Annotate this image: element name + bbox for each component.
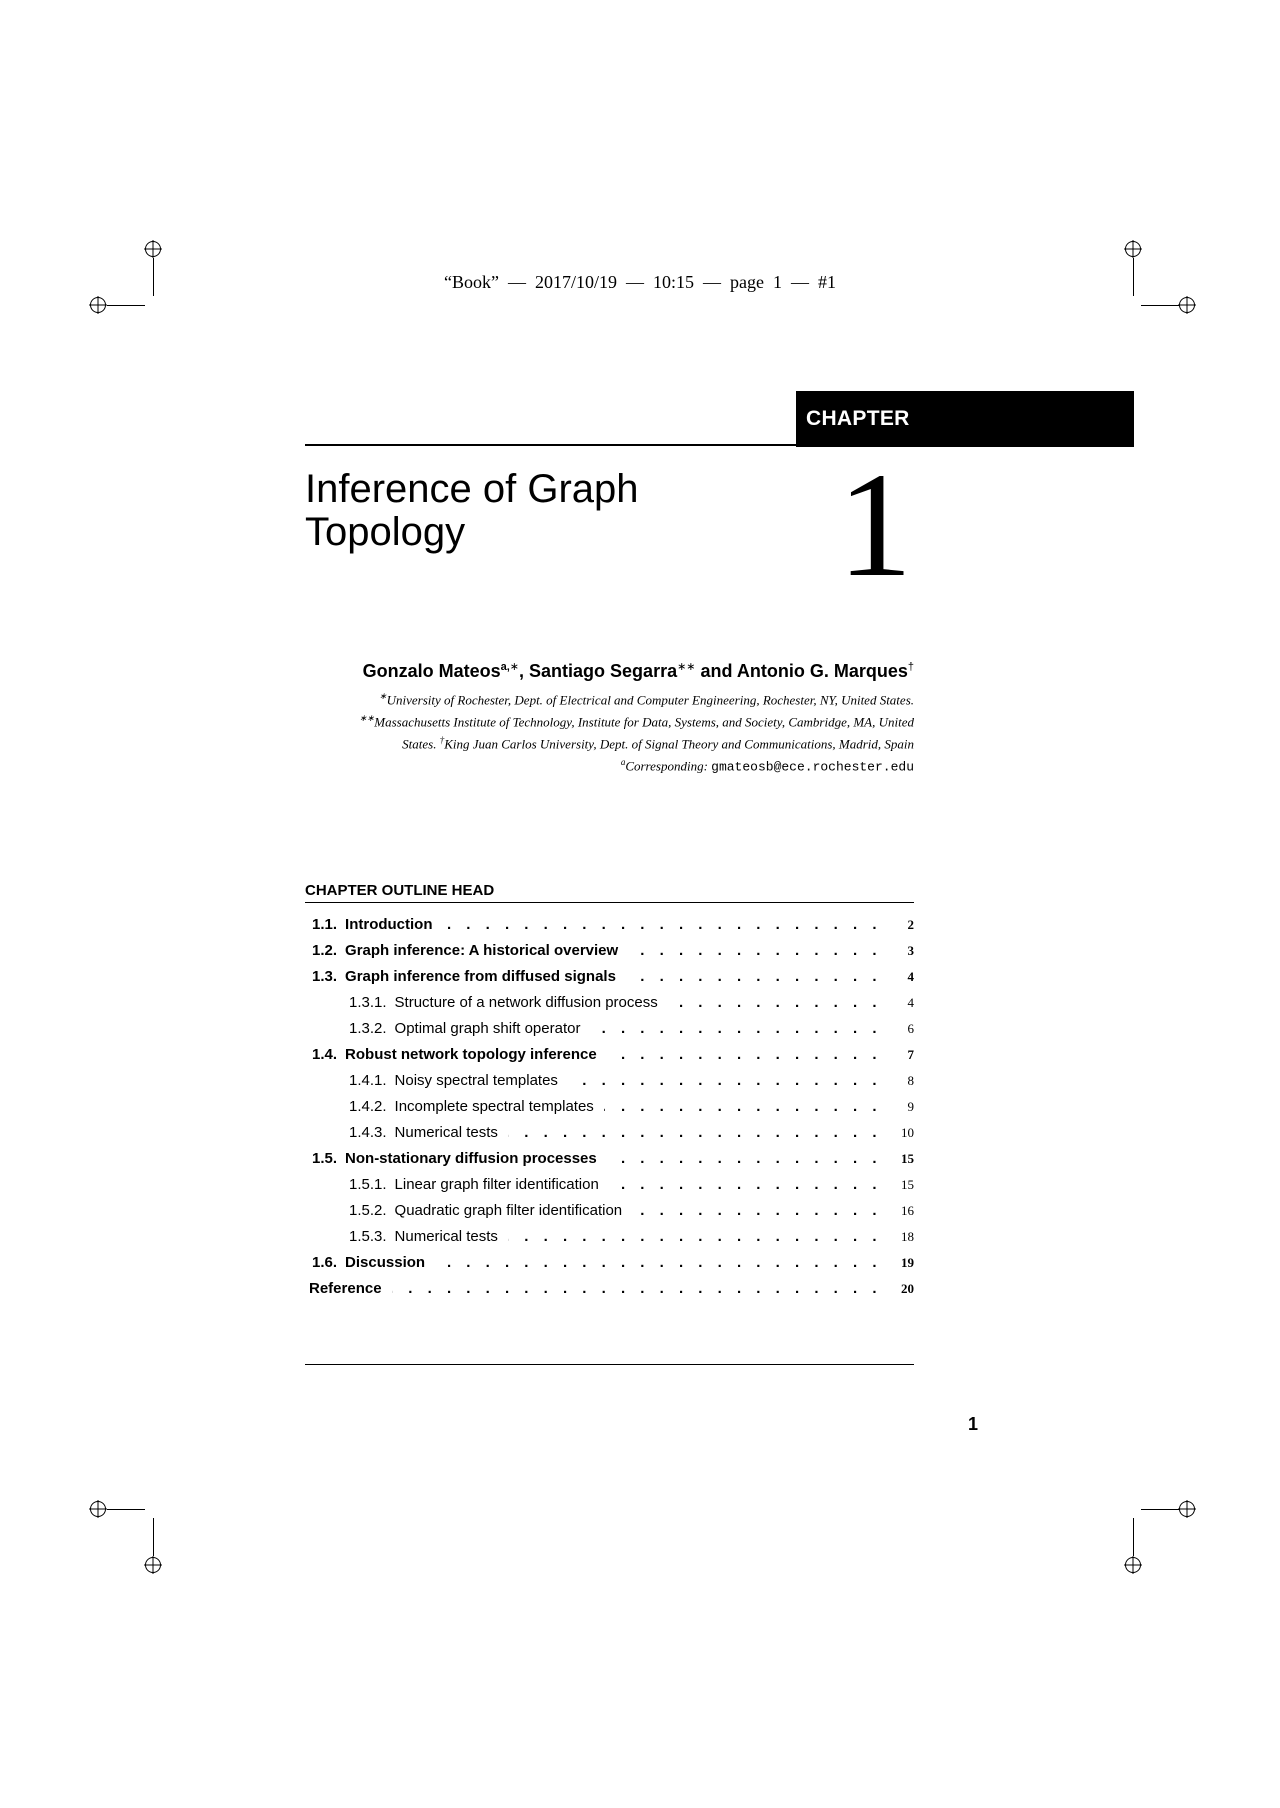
toc-title: Noisy spectral templates [394, 1072, 558, 1089]
toc-leader [628, 938, 882, 964]
affiliation-text: King Juan Carlos University, Dept. of Signal Theory and Communications, Madrid, Spain [444, 736, 914, 752]
toc-title: Structure of a network diffusion process [394, 994, 658, 1011]
author-separator: , [519, 661, 530, 681]
registration-mark-icon [1178, 296, 1196, 314]
toc-page: 18 [901, 1229, 914, 1244]
toc-entry[interactable] [305, 1276, 914, 1302]
toc-entry[interactable] [305, 990, 914, 1016]
toc-number: 1.2. [312, 942, 338, 959]
registration-mark-icon [144, 240, 162, 258]
toc-entry[interactable] [305, 1224, 914, 1250]
outline-heading: CHAPTER OUTLINE HEAD [305, 882, 495, 899]
toc-number: 1.5.2. [349, 1202, 387, 1219]
author-name: Santiago Segarra [529, 661, 678, 681]
author-mark: ∗ [509, 661, 520, 673]
bottom-rule [305, 1364, 914, 1365]
registration-mark-icon [144, 1556, 162, 1574]
registration-mark-icon [1124, 240, 1142, 258]
toc-page: 3 [907, 943, 914, 958]
author-line [363, 660, 914, 682]
toc-entry[interactable] [305, 1068, 914, 1094]
author-separator: and [695, 661, 737, 681]
toc-number: 1.4.1. [349, 1072, 387, 1089]
affiliation-mark: † [439, 735, 445, 745]
toc-leader [508, 1224, 882, 1250]
chapter-number: 1 [837, 442, 913, 608]
toc-number: 1.5. [312, 1150, 338, 1167]
toc-page: 7 [907, 1047, 914, 1062]
toc-title: Quadratic graph filter identification [394, 1202, 623, 1219]
toc-number: 1.3. [312, 968, 338, 985]
toc-title: Numerical tests [394, 1124, 498, 1141]
toc-number: 1.5.1. [349, 1176, 387, 1193]
registration-mark-icon [89, 1500, 107, 1518]
toc-leader [392, 1276, 882, 1302]
toc-number: 1.5.3. [349, 1228, 387, 1245]
toc-entry[interactable] [305, 1094, 914, 1120]
toc-leader [435, 1250, 882, 1276]
toc-number: 1.3.2. [349, 1020, 387, 1037]
toc-title: Graph inference from diffused signals [345, 968, 616, 985]
toc-entry[interactable] [305, 1120, 914, 1146]
toc-leader [609, 1172, 882, 1198]
chapter-title: Inference of Graph Topology [305, 467, 639, 554]
toc-page: 20 [901, 1281, 914, 1296]
toc-leader [632, 1198, 882, 1224]
corresponding-email: gmateosb@ece.rochester.edu [711, 759, 914, 775]
toc-title: Discussion [345, 1254, 426, 1271]
author-name: Antonio G. Marques [736, 661, 908, 681]
author-mark: † [907, 661, 914, 673]
author-superscript: a, [500, 661, 510, 673]
toc-leader [508, 1120, 882, 1146]
toc-entry[interactable] [305, 1042, 914, 1068]
toc-page: 19 [901, 1255, 914, 1270]
corresponding-line [274, 752, 914, 778]
chapter-rule [305, 444, 1134, 446]
author-mark: ∗∗ [677, 661, 696, 673]
toc-title: Reference [309, 1280, 382, 1297]
toc-entry[interactable] [305, 938, 914, 964]
toc-page: 16 [901, 1203, 914, 1218]
toc-number: 1.4. [312, 1046, 338, 1063]
affiliation-text: Massachusetts Institute of Technology, Institute for Data, Systems, and Society, Cambridge, MA, United [374, 714, 914, 730]
affiliation-text: States. [402, 736, 437, 752]
affiliation-text: University of Rochester, Dept. of Electrical and Computer Engineering, Rochester, NY, United States. [386, 692, 914, 708]
toc-title: Linear graph filter identification [394, 1176, 599, 1193]
toc-entry[interactable] [305, 1250, 914, 1276]
toc-entry[interactable] [305, 912, 914, 938]
toc-leader [668, 990, 882, 1016]
toc-number: 1.3.1. [349, 994, 387, 1011]
toc-number: 1.6. [312, 1254, 338, 1271]
toc-leader [604, 1094, 882, 1120]
toc-title: Robust network topology inference [345, 1046, 597, 1063]
outline-list [305, 912, 914, 1302]
toc-leader [568, 1068, 882, 1094]
toc-page: 10 [901, 1125, 914, 1140]
toc-entry[interactable] [305, 964, 914, 990]
toc-page: 2 [907, 917, 914, 932]
toc-entry[interactable] [305, 1146, 914, 1172]
toc-page: 9 [907, 1099, 914, 1114]
toc-entry[interactable] [305, 1016, 914, 1042]
toc-leader [607, 1146, 882, 1172]
toc-number: 1.1. [312, 916, 338, 933]
toc-page: 4 [907, 969, 914, 984]
toc-title: Introduction [345, 916, 433, 933]
registration-mark-icon [1178, 1500, 1196, 1518]
running-header: “Book” — 2017/10/19 — 10:15 — page 1 — #1 [444, 272, 836, 292]
author-name: Gonzalo Mateos [362, 661, 501, 681]
outline-rule [305, 902, 914, 903]
toc-leader [590, 1016, 882, 1042]
toc-leader [443, 912, 882, 938]
chapter-label: CHAPTER [806, 407, 910, 430]
page-number: 1 [967, 1414, 978, 1434]
toc-title: Numerical tests [394, 1228, 498, 1245]
toc-title: Graph inference: A historical overview [345, 942, 619, 959]
toc-page: 4 [907, 995, 914, 1010]
toc-page: 15 [901, 1151, 914, 1166]
toc-number: 1.4.2. [349, 1098, 387, 1115]
toc-entry[interactable] [305, 1172, 914, 1198]
toc-title: Non-stationary diffusion processes [345, 1150, 597, 1167]
affiliation-mark: ∗ [379, 691, 387, 701]
toc-page: 15 [901, 1177, 914, 1192]
chapter-banner [796, 391, 1134, 447]
toc-entry[interactable] [305, 1198, 914, 1224]
toc-page: 6 [907, 1021, 914, 1036]
toc-leader [626, 964, 882, 990]
affiliation-mark: a [620, 757, 626, 767]
toc-title: Optimal graph shift operator [394, 1020, 581, 1037]
toc-number: 1.4.3. [349, 1124, 387, 1141]
toc-page: 8 [907, 1073, 914, 1088]
registration-mark-icon [89, 296, 107, 314]
toc-title: Incomplete spectral templates [394, 1098, 594, 1115]
toc-leader [607, 1042, 882, 1068]
registration-mark-icon [1124, 1556, 1142, 1574]
corresponding-label: Corresponding: [625, 758, 712, 774]
affiliation-mark: ∗∗ [359, 713, 375, 723]
